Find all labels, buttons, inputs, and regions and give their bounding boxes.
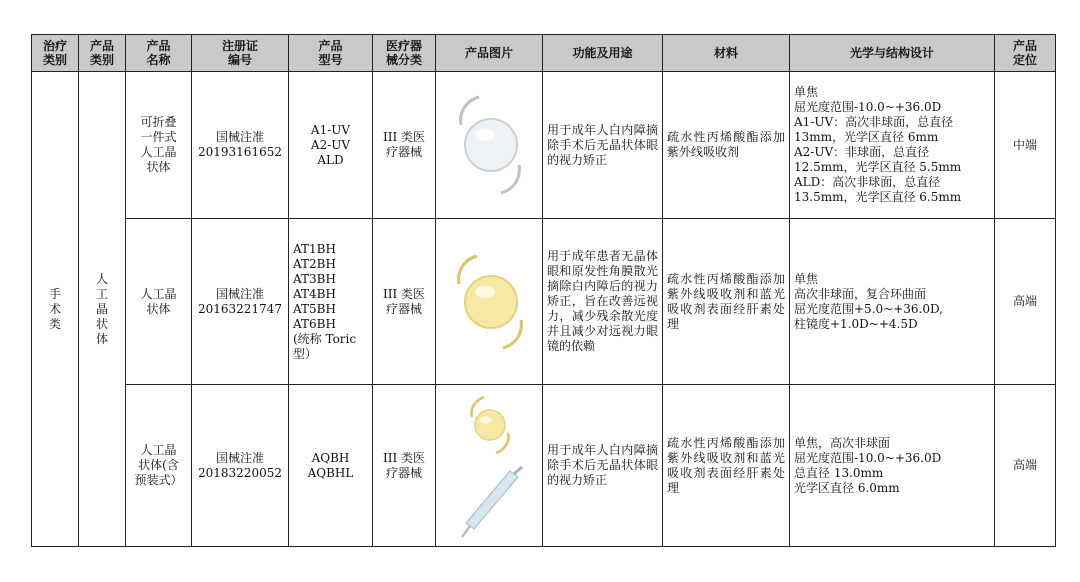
cell-line: III 类医 [382, 286, 426, 301]
cell-line: 人工晶 [140, 443, 177, 457]
cell-line: ALD [317, 152, 344, 167]
cell-line: AQBH [311, 450, 350, 465]
registration-number [192, 385, 289, 547]
cell-line: 状体 [146, 160, 171, 174]
cell-line: 20163221747 [198, 301, 282, 316]
cell-line: 疗器械 [385, 465, 422, 480]
vertical-char: 类 [48, 316, 61, 331]
column-header-line: 械分类 [385, 53, 422, 67]
cell-line: 总直径 13.0mm [794, 465, 884, 480]
cell-line: III 类医 [382, 450, 426, 465]
column-header-line: 治疗 [42, 39, 67, 53]
cell-line: 国械注准 [215, 450, 264, 465]
function-description: 用于成年人白内障摘除手术后无晶状体眼的视力矫正 [543, 385, 663, 547]
column-header [126, 35, 192, 72]
column-header [543, 35, 663, 72]
product-model [289, 219, 373, 385]
cell-line: 可折叠 [140, 115, 177, 129]
table-row [32, 72, 1056, 219]
product-name [126, 72, 192, 219]
column-header-line: 产品图片 [464, 46, 513, 60]
cell-line: 预装式） [134, 473, 183, 487]
column-header-line: 材料 [713, 46, 738, 60]
lens-image [449, 85, 529, 205]
column-header [289, 35, 373, 72]
column-header [373, 35, 436, 72]
cell-line: 人工晶 [140, 145, 177, 159]
cell-line: 20193161652 [198, 145, 282, 159]
column-header-line: 产品 [146, 39, 171, 53]
table-row [32, 219, 1056, 385]
cell-line: 单焦 [794, 85, 819, 99]
cell-line: AT1BH [293, 241, 336, 256]
device-class [373, 219, 436, 385]
device-class [373, 72, 436, 219]
product-image-cell [436, 219, 543, 385]
cell-line: 屈光度范围-10.0~+36.0D [794, 450, 942, 465]
cell-line: 柱镜度+1.0D~+4.5D [794, 316, 918, 331]
column-header-line: 产品 [1012, 39, 1037, 53]
vertical-char: 状 [95, 316, 108, 331]
material: 疏水性丙烯酸酯添加紫外线吸收剂和蓝光吸收剂表面经肝素处理 [663, 219, 790, 385]
cell-line: 光学区直径 6.0mm [794, 480, 900, 495]
lens-injector-image [444, 391, 534, 541]
registration-number [192, 219, 289, 385]
device-class [373, 385, 436, 547]
vertical-char: 体 [95, 331, 108, 346]
cell-line: AT6BH [293, 316, 336, 331]
cell-line: A1-UV [310, 122, 351, 137]
cell-line: 人工晶 [140, 286, 177, 301]
cell-line: 单焦，高次非球面 [794, 435, 891, 450]
column-header-line: 功能及用途 [572, 46, 633, 60]
column-header-line: 医疗器 [385, 39, 422, 53]
vertical-char: 人 [95, 271, 108, 286]
product-model [289, 72, 373, 219]
product-image-cell [436, 385, 543, 547]
optical-design [790, 385, 995, 547]
product-name [126, 219, 192, 385]
column-header-line: 产品 [89, 39, 114, 53]
product-name [126, 385, 192, 547]
cell-line: 屈光度范围+5.0~+36.0D, [794, 301, 943, 316]
column-header-line: 类别 [42, 53, 67, 67]
cell-line: 状体 [146, 301, 171, 316]
cell-line: 疗器械 [385, 145, 422, 159]
function-description: 用于成年患者无晶体眼和原发性角膜散光摘除白内障后的视力矫正，旨在改善远视力，减少残余散光度并且减少对远视力眼镜的依赖 [543, 219, 663, 385]
column-header-line: 编号 [227, 53, 252, 67]
column-header [192, 35, 289, 72]
treatment-category [36, 287, 74, 332]
optical-design [790, 219, 995, 385]
column-header-line: 注册证 [221, 39, 258, 53]
cell-line: 高次非球面，复合环曲面 [794, 286, 927, 301]
column-header [32, 35, 79, 72]
product-table [31, 34, 1056, 547]
header-row [32, 35, 1056, 72]
lens-image [449, 242, 529, 362]
cell-line: ALD：高次非球面，总直径13.5mm，光学区直径 6.5mm [794, 175, 962, 204]
column-header-line: 型号 [318, 53, 343, 67]
optical-design [790, 72, 995, 219]
product-category [83, 272, 121, 347]
cell-line: III 类医 [382, 130, 426, 144]
cell-line: A2-UV [310, 137, 351, 152]
cell-line: AQBHL [307, 465, 354, 480]
cell-line: 20183220052 [198, 465, 282, 480]
cell-line: 单焦 [794, 271, 819, 286]
cell-line: 状体(含 [138, 458, 179, 472]
product-image-cell [436, 72, 543, 219]
vertical-char: 晶 [95, 301, 108, 316]
cell-line: AT2BH [293, 256, 336, 271]
registration-number [192, 72, 289, 219]
column-header-line: 定位 [1012, 53, 1037, 67]
vertical-char: 工 [95, 286, 108, 301]
column-header-line: 光学与结构设计 [849, 46, 934, 60]
column-header-line: 产品 [318, 39, 343, 53]
product-positioning: 中端 [995, 72, 1056, 219]
material: 疏水性丙烯酸酯添加紫外线吸收剂和蓝光吸收剂表面经肝素处理 [663, 385, 790, 547]
column-header [663, 35, 790, 72]
cell-line: A1-UV：高次非球面，总直径13mm，光学区直径 6mm [794, 115, 954, 144]
cell-line: AT4BH [293, 286, 336, 301]
cell-line: 疗器械 [385, 301, 422, 316]
vertical-char: 术 [48, 301, 61, 316]
treatment-category-cell [32, 72, 79, 547]
cell-line: 国械注准 [215, 286, 264, 301]
column-header-line: 类别 [89, 53, 114, 67]
cell-line: 型） [293, 346, 318, 361]
cell-line: 国械注准 [215, 130, 264, 144]
product-model [289, 385, 373, 547]
vertical-char: 手 [48, 286, 61, 301]
function-description: 用于成年人白内障摘除手术后无晶状体眼的视力矫正 [543, 72, 663, 219]
product-positioning: 高端 [995, 219, 1056, 385]
column-header-line: 名称 [146, 53, 171, 67]
column-header [790, 35, 995, 72]
cell-line: AT5BH [293, 301, 336, 316]
cell-line: A2-UV：非球面，总直径12.5mm，光学区直径 5.5mm [794, 145, 962, 174]
material: 疏水性丙烯酸酯添加紫外线吸收剂 [663, 72, 790, 219]
cell-line: 屈光度范围-10.0~+36.0D [794, 100, 942, 114]
column-header [436, 35, 543, 72]
product-category-cell [79, 72, 126, 547]
cell-line: (统称 Toric [293, 331, 357, 346]
column-header [995, 35, 1056, 72]
column-header [79, 35, 126, 72]
table-row [32, 385, 1056, 547]
product-positioning: 高端 [995, 385, 1056, 547]
cell-line: AT3BH [293, 271, 336, 286]
cell-line: 一件式 [140, 130, 177, 144]
